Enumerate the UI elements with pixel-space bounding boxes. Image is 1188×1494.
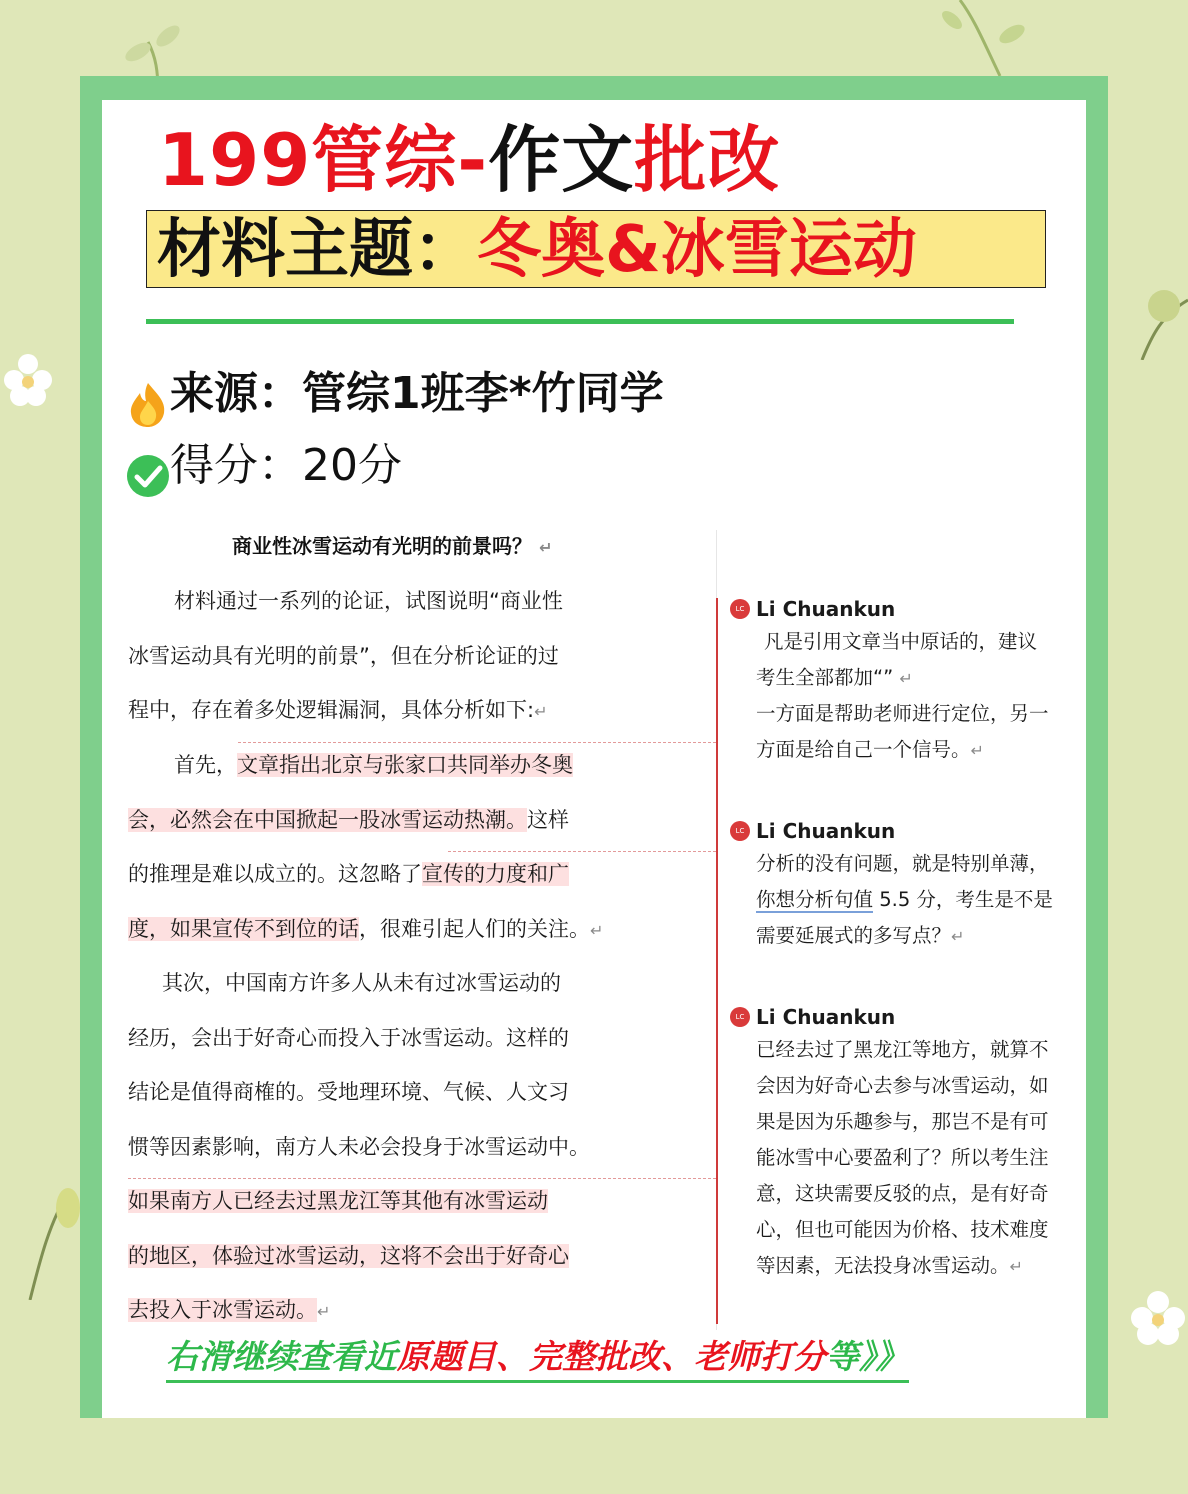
comment-text: 等因素，无法投身冰雪运动。 (756, 1254, 1010, 1277)
page-title (158, 118, 780, 202)
highlighted-text: 会，必然会在中国掀起一股冰雪运动热潮。 (128, 807, 527, 832)
comment-line: 意，这块需要反驳的点，是有好奇 (756, 1182, 1049, 1205)
avatar: LC (730, 1007, 750, 1027)
score-row (126, 434, 402, 498)
text-span: 的推理是难以成立的。这忽略了 (128, 862, 422, 886)
hint-text: 原题目、完整批改、老师打分 (397, 1337, 826, 1376)
text-line (128, 1174, 618, 1229)
review-comment[interactable] (730, 1002, 1076, 1284)
comment-text: 5.5 分，考生是不是 (879, 888, 1053, 911)
essay-paragraph (128, 738, 618, 956)
text-line (128, 683, 618, 738)
comment-line: 已经去过了黑龙江等地方，就算不 (756, 1038, 1049, 1061)
comment-text: 需要延展式的多写点？ (756, 924, 952, 947)
text-line: 其次，中国南方许多人从未有过冰雪运动的 (162, 971, 561, 995)
text-line (128, 1229, 618, 1284)
topic-value: 冬奥&冰雪运动 (477, 213, 917, 287)
text-span: ，很难引起人们的关注。 (359, 916, 590, 941)
comment-text: 考生全部都加“” (756, 666, 894, 689)
score-label: 得分：20分 (170, 440, 402, 491)
fire-icon (126, 381, 170, 427)
highlighted-text: 如果南方人已经去过黑龙江等其他有冰雪运动 (128, 1189, 548, 1213)
text-line (128, 902, 618, 957)
paragraph-mark: ↵ (590, 920, 604, 940)
topic-banner (146, 210, 1046, 288)
text-span: 首先， (174, 753, 237, 777)
avatar: LC (730, 599, 750, 619)
source-row (126, 362, 664, 426)
text-span: 程中，存在着多处逻辑漏洞，具体分析如下: (128, 698, 535, 722)
title-part: 199管综- (158, 118, 489, 202)
text-line: 结论是值得商榷的。受地理环境、气候、人文习 (128, 1080, 569, 1104)
divider (146, 319, 1014, 324)
title-part: 作文 (488, 118, 635, 202)
highlighted-text: 宣传的力度和广 (422, 862, 569, 886)
paragraph-mark: ↵ (1009, 1257, 1023, 1276)
review-comment[interactable] (730, 816, 1076, 954)
comment-line: 能冰雪中心要盈利了？所以考生注 (756, 1146, 1049, 1169)
source-label: 来源：管综1班李*竹同学 (170, 368, 664, 419)
comment-line: 凡是引用文章当中原话的，建议 (764, 630, 1038, 653)
check-circle-icon (126, 454, 170, 498)
highlighted-text: 的地区，体验过冰雪运动，这将不会出于好奇心 (128, 1243, 569, 1268)
leaf-icon (930, 0, 1040, 76)
paragraph-mark: ↵ (970, 741, 984, 760)
flower-icon (1128, 1288, 1188, 1348)
hint-text: 等》》 (826, 1337, 909, 1376)
essay-paragraph (128, 574, 618, 738)
comment-author: Li Chuankun (756, 1005, 896, 1029)
comment-line: 会因为好奇心去参与冰雪运动，如 (756, 1074, 1049, 1097)
text-line: 材料通过一系列的论证，试图说明“商业性 (174, 589, 563, 613)
comment-line (730, 918, 1076, 954)
hint-text: 右滑继续查看近 (166, 1337, 397, 1376)
comment-line (730, 732, 1076, 768)
comment-author: Li Chuankun (756, 597, 896, 621)
highlighted-text: 度，如果宣传不到位的话 (128, 916, 359, 941)
leaf-icon (20, 1180, 80, 1300)
comment-line: 心，但也可能因为价格、技术难度 (756, 1218, 1049, 1241)
text-line (128, 793, 618, 848)
paragraph-mark: ↵ (951, 927, 965, 946)
highlighted-text: 文章指出北京与张家口共同举办冬奥 (237, 753, 573, 777)
paragraph-mark: ↵ (534, 702, 548, 721)
text-line (128, 847, 618, 902)
review-comment[interactable] (730, 594, 1076, 768)
essay-title (232, 530, 552, 562)
essay-paragraph (128, 956, 618, 1338)
paragraph-mark: ↵ (538, 538, 553, 557)
comment-line (730, 882, 1076, 918)
swipe-hint[interactable] (166, 1334, 909, 1383)
comment-connector (716, 598, 718, 1324)
comment-line: 一方面是帮助老师进行定位，另一 (756, 702, 1049, 725)
paragraph-mark: ↵ (317, 1302, 331, 1321)
text-line (128, 738, 618, 793)
comment-author: Li Chuankun (756, 819, 896, 843)
text-line (128, 1283, 618, 1338)
highlighted-text: 去投入于冰雪运动。 (128, 1298, 317, 1322)
essay-title-text: 商业性冰雪运动有光明的前景吗？ (232, 534, 532, 558)
comment-line (730, 1248, 1076, 1284)
text-line: 冰雪运动具有光明的前景”，但在分析论证的过 (128, 643, 559, 668)
text-line: 惯等因素影响，南方人未必会投身于冰雪运动中。 (128, 1134, 590, 1159)
avatar: LC (730, 821, 750, 841)
comment-text: 方面是给自己一个信号。 (756, 738, 971, 761)
comment-line (730, 660, 1076, 696)
leaf-icon (1112, 280, 1188, 360)
paragraph-mark: ↵ (899, 669, 913, 688)
comment-line: 分析的没有问题，就是特别单薄， (756, 852, 1049, 875)
topic-label: 材料主题： (157, 213, 477, 287)
flower-icon (0, 350, 56, 410)
text-span: 这样 (527, 807, 569, 832)
title-part: 批改 (634, 118, 781, 202)
comment-text: 你想分析句值 (756, 888, 874, 911)
text-line: 经历，会出于好奇心而投入于冰雪运动。这样的 (128, 1025, 569, 1050)
comment-line: 果是因为乐趣参与，那岂不是有可 (756, 1110, 1049, 1133)
